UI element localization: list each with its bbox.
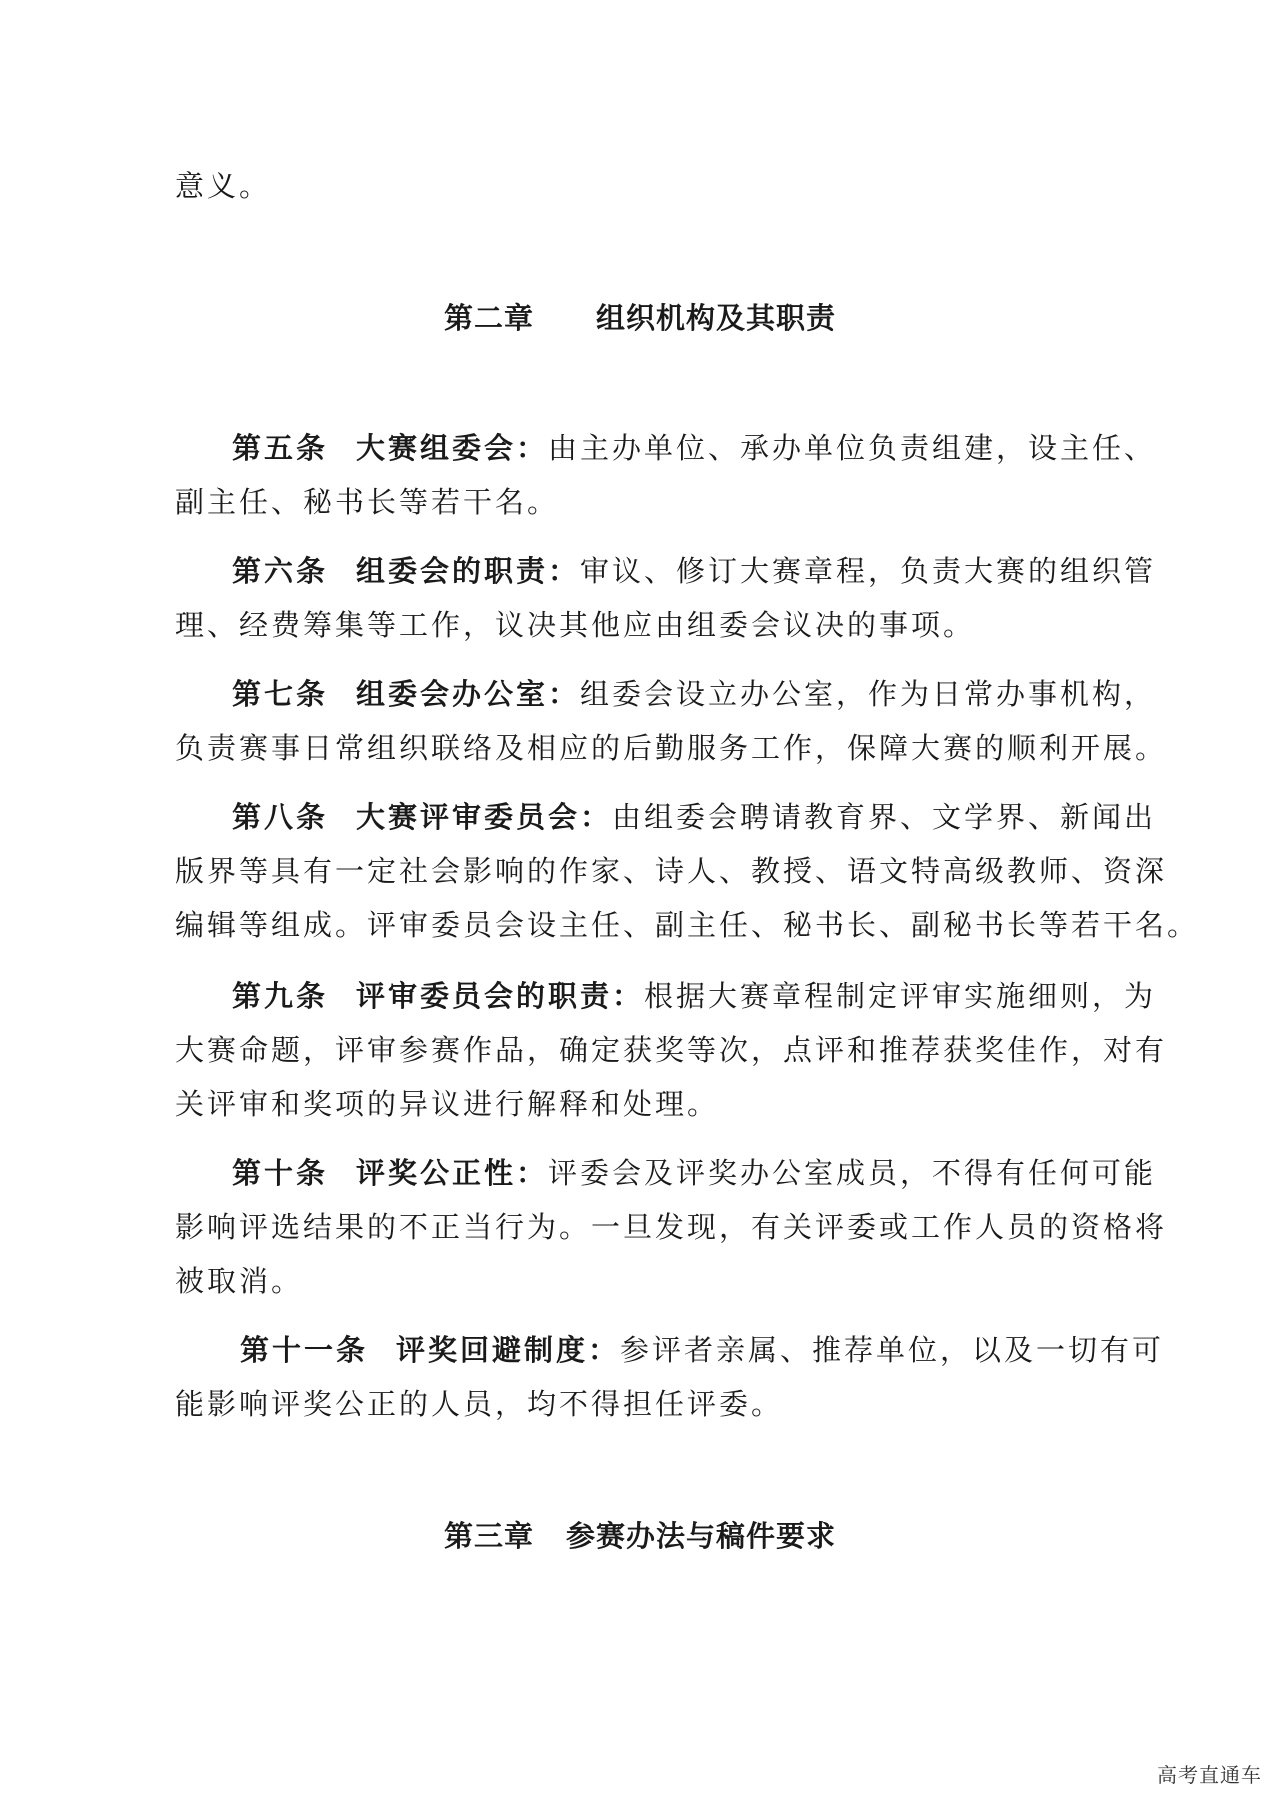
- article-10-text: 评委会及评奖办公室成员，不得有任何可能: [548, 1156, 1157, 1190]
- article-11-text: 参评者亲属、推荐单位，以及一切有可: [620, 1333, 1165, 1367]
- chapter-two-heading: [0, 300, 1280, 336]
- article-7-first-line: [232, 676, 1156, 712]
- article-5-label: 第五条: [232, 431, 329, 465]
- chapter-two-number: 第二章: [443, 301, 534, 335]
- article-10-line: 影响评选结果的不正当行为。一旦发现，有关评委或工作人员的资格将: [175, 1210, 1168, 1244]
- article-10-first-line: [232, 1155, 1156, 1191]
- article-11-first-line: [240, 1332, 1164, 1368]
- article-5-text: 由主办单位、承办单位负责组建，设主任、: [548, 431, 1157, 465]
- article-9-first-line: [232, 978, 1156, 1014]
- article-9-text: 根据大赛章程制定评审实施细则，为: [644, 979, 1157, 1013]
- article-6-text: 审议、修订大赛章程，负责大赛的组织管: [580, 554, 1157, 588]
- article-5-line: 副主任、秘书长等若干名。: [175, 485, 560, 519]
- article-8-text: 由组委会聘请教育界、文学界、新闻出: [612, 800, 1157, 834]
- article-11-label: 第十一条: [240, 1333, 369, 1367]
- article-7-label: 第七条: [232, 677, 329, 711]
- article-6-first-line: [232, 553, 1156, 589]
- article-7-line: 负责赛事日常组织联络及相应的后勤服务工作，保障大赛的顺利开展。: [175, 731, 1168, 765]
- article-8-line: 版界等具有一定社会影响的作家、诗人、教授、语文特高级教师、资深: [175, 854, 1168, 888]
- article-5-title: 大赛组委会：: [356, 431, 549, 465]
- article-10-line: 被取消。: [175, 1264, 304, 1298]
- article-9-label: 第九条: [232, 979, 329, 1013]
- article-9-line: 关评审和奖项的异议进行解释和处理。: [175, 1087, 720, 1121]
- chapter-three-title: 参赛办法与稿件要求: [566, 1519, 837, 1553]
- article-10-title: 评奖公正性：: [356, 1156, 549, 1190]
- watermark-text: 高考直通车: [1157, 1763, 1262, 1787]
- article-9-title: 评审委员会的职责：: [356, 979, 645, 1013]
- article-9-line: 大赛命题，评审参赛作品，确定获奖等次，点评和推荐获奖佳作，对有: [175, 1033, 1168, 1067]
- chapter-three-heading: [0, 1518, 1280, 1554]
- article-8-title: 大赛评审委员会：: [356, 800, 613, 834]
- article-8-label: 第八条: [232, 800, 329, 834]
- article-6-label: 第六条: [232, 554, 329, 588]
- chapter-three-number: 第三章: [443, 1519, 534, 1553]
- article-11-title: 评奖回避制度：: [396, 1333, 621, 1367]
- intro-tail-text: 意义。: [175, 169, 272, 203]
- article-6-line: 理、经费筹集等工作，议决其他应由组委会议决的事项。: [175, 608, 976, 642]
- article-6-title: 组委会的职责：: [356, 554, 581, 588]
- chapter-two-title: 组织机构及其职责: [596, 301, 837, 335]
- article-7-text: 组委会设立办公室，作为日常办事机构，: [580, 677, 1157, 711]
- article-10-label: 第十条: [232, 1156, 329, 1190]
- article-8-first-line: [232, 799, 1156, 835]
- article-11-line: 能影响评奖公正的人员，均不得担任评委。: [175, 1387, 784, 1421]
- article-8-line: 编辑等组成。评审委员会设主任、副主任、秘书长、副秘书长等若干名。: [175, 908, 1200, 942]
- article-5-first-line: [232, 430, 1156, 466]
- article-7-title: 组委会办公室：: [356, 677, 581, 711]
